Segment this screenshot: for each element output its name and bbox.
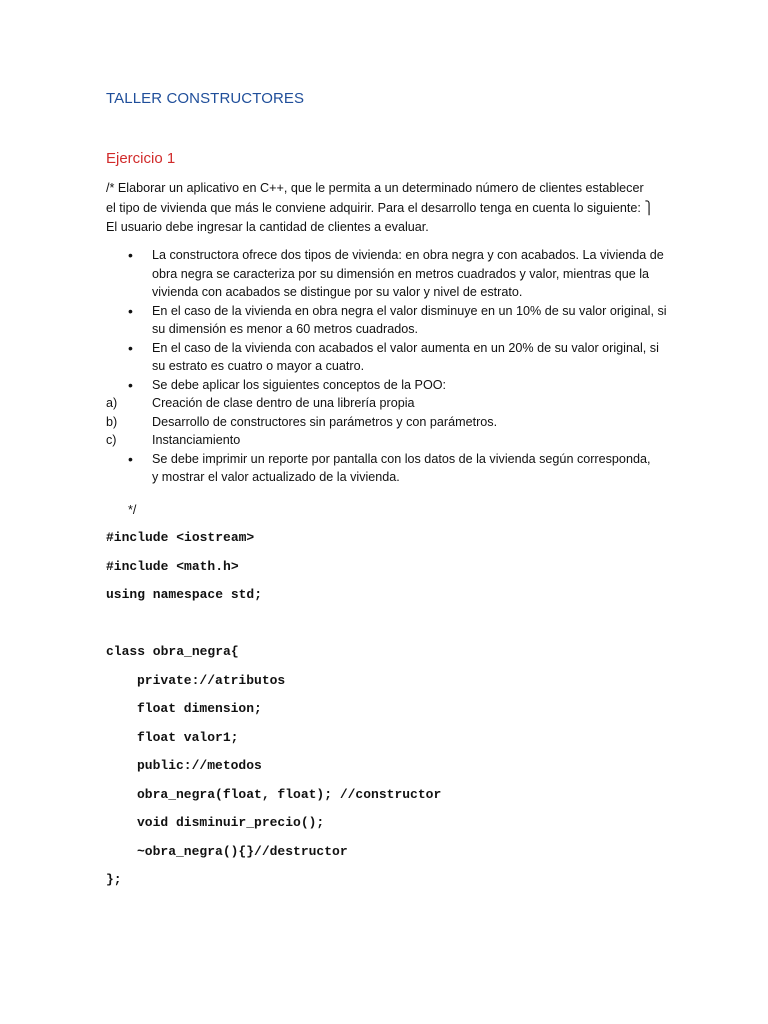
code-line: #include <iostream>: [106, 530, 255, 545]
letter-marker: a): [106, 396, 118, 410]
code-line: float dimension;: [137, 701, 262, 716]
intro-paragraph: [106, 179, 666, 238]
comment-close: */: [128, 503, 137, 517]
code-line: using namespace std;: [106, 587, 263, 602]
list-item: [106, 339, 666, 376]
list-item: [106, 246, 666, 302]
intro-line: El usuario debe ingresar la cantidad de clientes a evaluar.: [106, 220, 429, 234]
code-line: float valor1;: [137, 729, 239, 745]
list-item: [106, 450, 666, 487]
code-line: private://atributos: [137, 672, 286, 688]
list-item: [106, 394, 666, 413]
bullet-marker: •: [128, 450, 133, 467]
intro-line: el tipo de vivienda que más le conviene adquirir. Para el desarrollo tenga en cuenta lo siguiente: ⎫: [106, 200, 654, 215]
bullet-marker: •: [128, 302, 133, 319]
list-item-line: y mostrar el valor actualizado de la vivienda.: [152, 470, 400, 484]
list-item-line: Instanciamiento: [152, 433, 241, 447]
list-item: [106, 302, 666, 339]
document-title: TALLER CONSTRUCTORES: [106, 90, 305, 107]
code-line: void disminuir_precio();: [137, 815, 325, 830]
list-item-line: En el caso de la vivienda con acabados el valor aumenta en un 20% de su valor original, si: [152, 340, 659, 355]
code-line: class obra_negra{: [106, 644, 239, 659]
list-item-line: Creación de clase dentro de una librería propia: [152, 396, 415, 410]
intro-line: /* Elaborar un aplicativo en C++, que le permita a un determinado número de clientes establecer: [106, 181, 644, 195]
bullet-marker: •: [128, 339, 133, 356]
list-item-line: vivienda con acabados se distingue por su valor y nivel de estrato.: [152, 285, 523, 299]
code-line: ~obra_negra(){}//destructor: [137, 843, 348, 859]
list-item-line: Se debe imprimir un reporte por pantalla con los datos de la vivienda según corresponda,: [152, 451, 651, 466]
list-item: [106, 413, 666, 432]
list-item-line: La constructora ofrece dos tipos de vivienda: en obra negra y con acabados. La vivienda de: [152, 248, 664, 262]
requirements-list: [106, 246, 666, 487]
letter-marker: c): [106, 433, 117, 447]
code-line: obra_negra(float, float); //constructor: [137, 786, 442, 802]
code-line: };: [106, 872, 122, 887]
list-item-line: su dimensión es menor a 60 metros cuadrados.: [152, 322, 419, 336]
bullet-marker: •: [128, 247, 133, 263]
list-item-line: su estrato es cuatro o mayor a cuatro.: [152, 359, 365, 373]
list-item-line: En el caso de la vivienda en obra negra el valor disminuye en un 10% de su valor original, si: [152, 303, 667, 318]
list-item-line: Se debe aplicar los siguientes conceptos de la POO:: [152, 377, 447, 392]
code-line: public://metodos: [137, 758, 262, 773]
list-item-line: obra negra se caracteriza por su dimensión en metros cuadrados y valor, mientras que la: [152, 266, 650, 281]
list-item-line: Desarrollo de constructores sin parámetros y con parámetros.: [152, 414, 498, 429]
code-line: #include <math.h>: [106, 558, 239, 574]
list-item: [106, 376, 666, 395]
bullet-marker: •: [128, 376, 133, 393]
list-item: [106, 431, 666, 450]
exercise-heading: Ejercicio 1: [106, 150, 176, 167]
letter-marker: b): [106, 414, 118, 429]
